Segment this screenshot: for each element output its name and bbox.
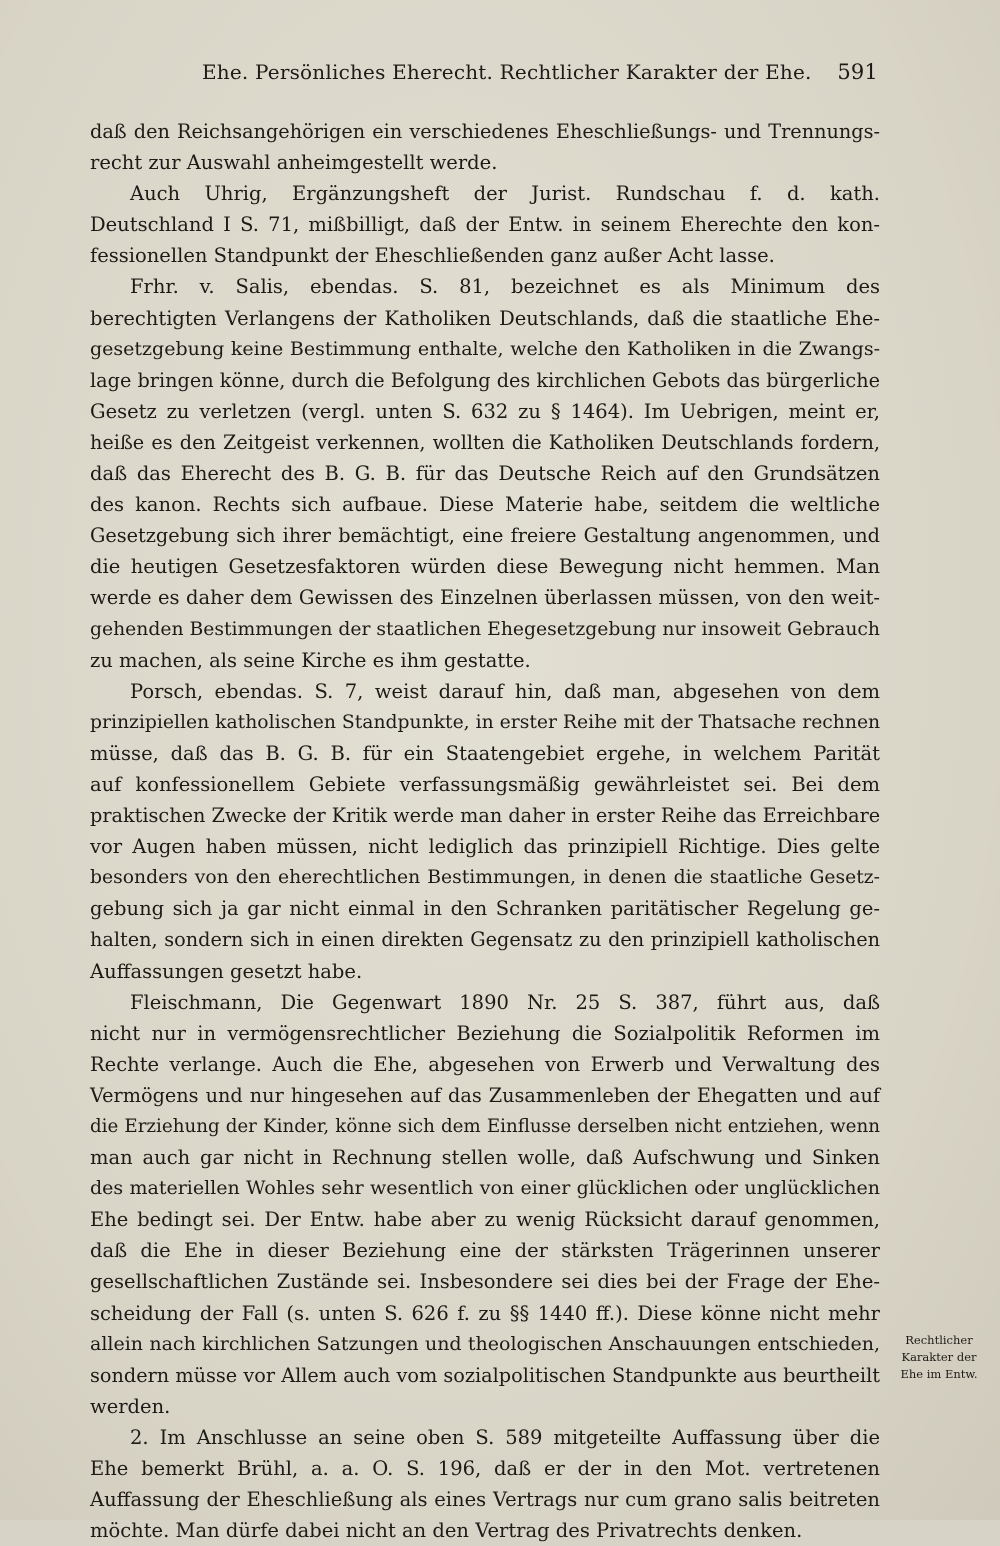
text-line: des kanon. Rechts sich aufbaue. Diese Materie habe, seitdem die weltliche — [90, 493, 880, 517]
text-line: fessionellen Standpunkt der Eheschließenden ganz außer Acht lasse. — [90, 244, 775, 268]
text-line: daß das Eherecht des B. G. B. für das Deutsche Reich auf den Grundsätzen — [90, 462, 880, 486]
text-line: gesellschaftlichen Zustände sei. Insbesondere sei dies bei der Frage der Ehe- — [90, 1270, 880, 1294]
text-line: recht zur Auswahl anheimgestellt werde. — [90, 151, 498, 175]
text-line: Porsch, ebendas. S. 7, weist darauf hin, daß man, abgesehen von dem — [130, 679, 880, 703]
text-line: Auffassungen gesetzt habe. — [90, 959, 363, 983]
text-line: Gesetz zu verletzen (vergl. unten S. 632 zu § 1464). Im Uebrigen, meint er, — [90, 399, 880, 423]
text-line: Fleischmann, Die Gegenwart 1890 Nr. 25 S. 387, führt aus, daß — [130, 990, 880, 1014]
text-line: 2. Im Anschlusse an seine oben S. 589 mitgeteilte Auffassung über die — [130, 1425, 880, 1449]
text-line: Frhr. v. Salis, ebendas. S. 81, bezeichnet es als Minimum des — [130, 275, 880, 299]
text-line: Vermögens und nur hingesehen auf das Zusammenleben der Ehegatten und auf — [90, 1083, 880, 1107]
text-line: besonders von den eherechtlichen Bestimmungen, in denen die staatliche Gesetz- — [90, 867, 880, 889]
text-line: gesetzgebung keine Bestimmung enthalte, welche den Katholiken in die Zwangs- — [90, 337, 880, 360]
body-text — [90, 116, 880, 1546]
marginal-note-line: Karakter der — [901, 1350, 977, 1364]
marginal-note — [884, 1332, 994, 1383]
text-line: praktischen Zwecke der Kritik werde man daher in erster Reihe das Erreichbare — [90, 804, 881, 828]
text-line: prinzipiellen katholischen Standpunkte, in erster Reihe mit der Thatsache rechnen — [90, 711, 881, 733]
text-line: Auch Uhrig, Ergänzungsheft der Jurist. Rundschau f. d. kath. — [130, 182, 880, 206]
text-line: daß die Ehe in dieser Beziehung eine der stärksten Trägerinnen unserer — [90, 1239, 880, 1263]
text-line: des materiellen Wohles sehr wesentlich von einer glücklichen oder unglücklichen — [90, 1177, 880, 1200]
text-line: Ehe bemerkt Brühl, a. a. O. S. 196, daß er der in den Mot. vertretenen — [90, 1457, 880, 1481]
text-line: lage bringen könne, durch die Befolgung des kirchlichen Gebots das bürgerliche — [90, 368, 880, 392]
text-line: die heutigen Gesetzesfaktoren würden diese Bewegung nicht hemmen. Man — [90, 555, 880, 579]
text-line: die Erziehung der Kinder, könne sich dem Einflusse derselben nicht entziehen, wenn — [90, 1116, 880, 1137]
running-head-title: Ehe. Persönliches Eherecht. Rechtlicher Karakter der Ehe. — [202, 60, 812, 84]
text-line: gehenden Bestimmungen der staatlichen Ehegesetzgebung nur insoweit Gebrauch — [90, 618, 880, 640]
text-line: Ehe bedingt sei. Der Entw. habe aber zu wenig Rücksicht darauf genommen, — [90, 1208, 880, 1232]
text-line: man auch gar nicht in Rechnung stellen wolle, daß Aufschwung und Sinken — [90, 1146, 880, 1170]
text-line: heiße es den Zeitgeist verkennen, wollten die Katholiken Deutschlands fordern, — [90, 430, 880, 454]
running-head — [90, 60, 878, 90]
text-line: Gesetzgebung sich ihrer bemächtigt, eine freiere Gestaltung angenommen, und — [90, 524, 880, 548]
text-line: sondern müsse vor Allem auch vom sozialpolitischen Standpunkte aus beurtheilt — [90, 1363, 880, 1387]
text-line: gebung sich ja gar nicht einmal in den Schranken paritätischer Regelung ge- — [90, 897, 880, 921]
text-line: zu machen, als seine Kirche es ihm gestatte. — [90, 648, 531, 672]
text-line: daß den Reichsangehörigen ein verschiedenes Eheschließungs- und Trennungs- — [90, 120, 880, 143]
text-line: werden. — [90, 1394, 171, 1418]
text-line: vor Augen haben müssen, nicht lediglich das prinzipiell Richtige. Dies gelte — [90, 835, 880, 859]
text-line: müsse, daß das B. G. B. für ein Staatengebiet ergehe, in welchem Parität — [90, 741, 880, 765]
text-line: Rechte verlange. Auch die Ehe, abgesehen von Erwerb und Verwaltung des — [90, 1052, 880, 1076]
text-line: berechtigten Verlangens der Katholiken Deutschlands, daß die staatliche Ehe- — [90, 306, 880, 330]
text-line: möchte. Man dürfe dabei nicht an den Vertrag des Privatrechts denken. — [90, 1519, 803, 1543]
text-line: Deutschland I S. 71, mißbilligt, daß der Entw. in seinem Eherechte den kon- — [90, 213, 880, 237]
text-line: auf konfessionellem Gebiete verfassungsmäßig gewährleistet sei. Bei dem — [90, 772, 880, 796]
marginal-note-line: Rechtlicher — [905, 1333, 973, 1347]
text-line: scheidung der Fall (s. unten S. 626 f. zu §§ 1440 ff.). Diese könne nicht mehr — [90, 1301, 880, 1325]
text-line: werde es daher dem Gewissen des Einzelnen überlassen müssen, von den weit- — [90, 586, 880, 610]
text-line: Auffassung der Eheschließung als eines Vertrags nur cum grano salis beitreten — [90, 1488, 880, 1512]
marginal-note-line: Ehe im Entw. — [900, 1367, 978, 1381]
text-line: nicht nur in vermögensrechtlicher Beziehung die Sozialpolitik Reformen im — [90, 1021, 880, 1045]
text-line: halten, sondern sich in einen direkten Gegensatz zu den prinzipiell katholischen — [90, 928, 880, 952]
page-number: 591 — [837, 60, 878, 84]
text-line: allein nach kirchlichen Satzungen und theologischen Anschauungen entschieden, — [90, 1332, 880, 1355]
